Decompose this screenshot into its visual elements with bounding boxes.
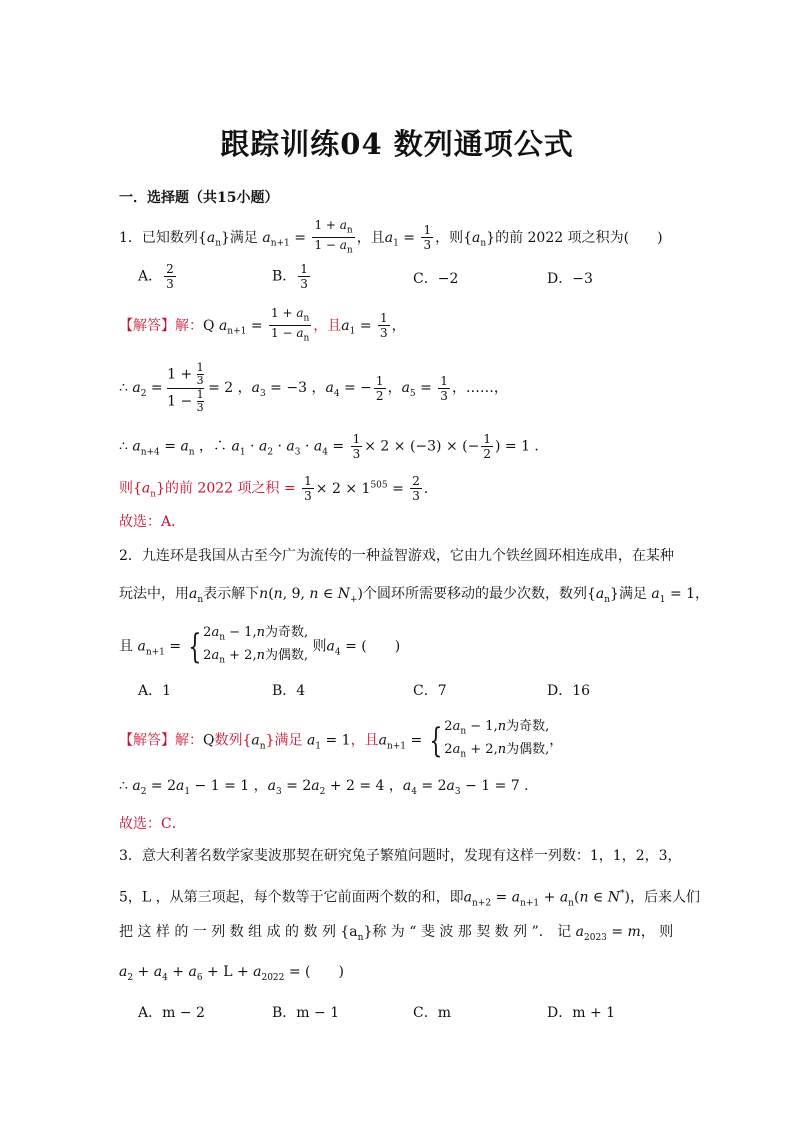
option-d: D．−3: [547, 271, 593, 287]
section-heading: 一．选择题（共15小题）: [119, 190, 279, 206]
q2-option-d: D．16: [547, 683, 591, 699]
answer-2-line-1: 【解答】解：Q数列$\{a_n\}$满足 $a_1 = 1$，且$a_{n+1}$ = { $2a_n - 1,n$为奇数, $2a_n + 2,n$为偶数, ，: [119, 719, 564, 761]
q3-option-a: A．m − 2: [138, 1005, 205, 1021]
nested-fraction: 1 + $\frac{1}{3}$ 1 − $\frac{1}{3}$: [167, 361, 204, 414]
q2-option-c: C．7: [413, 683, 447, 699]
option-a: A． $\frac{2}{3}$: [138, 262, 174, 291]
answer-2-choice: 故选：C．: [119, 816, 186, 832]
option-b: B． $\frac{1}{3}$: [272, 262, 308, 291]
question-3-line-1: 3．意大利著名数学家斐波那契在研究兔子繁殖问题时，发现有这样一列数：1，1，2，3，: [119, 848, 682, 864]
question-1: 1．已知数列$\{a_n\}$满足 $a_{n+1}$ = $\frac{1 + a_n}{1 - a_n}$ ，且$a_1$ = $\frac{1}{3}$ ，则$\{a_n\}$的前 2022 项之积为( ): [119, 218, 663, 256]
option-c: C．−2: [413, 271, 459, 287]
answer-1-line-2: ∴ $a_2$ = 1 + $\frac{1}{3}$ 1 − $\frac{1}{3}$ = 2 ，$a_3 = -3$ ，$a_4$ = − $\frac{1}{2}$ ，$a_5$ = $\frac{1}{3}$ ，……，: [119, 361, 508, 414]
answer-1-choice: 故选：A．: [119, 514, 186, 530]
q3-option-b: B．m − 1: [272, 1005, 340, 1021]
question-2-line-1: 2．九连环是我国从古至今广为流传的一种益智游戏，它由九个铁丝圆环相连成串，在某种: [119, 548, 674, 564]
fraction: $\frac{1}{3}$: [423, 223, 432, 253]
q3-option-d: D．m + 1: [547, 1005, 616, 1021]
question-2-line-2: 玩法中，用$a_n$表示解下n(n, 9, n ∈ $N_+$)个圆环所需要移动的最少次数，数列$\{a_n\}$满足 $a_1 = 1$，: [119, 586, 710, 605]
fraction: $\frac{1 + a_n}{1 - a_n}$: [314, 218, 353, 256]
answer-1-line-1: 【解答】解：Q $a_{n+1}$ = $\frac{1 + a_n}{1 - a_n}$ ，且$a_1$ = $\frac{1}{3}$ ，: [119, 306, 406, 344]
q3-option-c: C．m: [413, 1005, 451, 1021]
question-3-line-3: 把 这 样 的 一 列 数 组 成 的 数 列 $\{a_n\}$称 为 “ 斐 波 那 契 数 列 ”． 记 $a_{2023} = m$， 则: [119, 924, 674, 943]
answer-1-line-4: 则$\{a_n\}$的前 2022 项之积 = $\frac{1}{3}$ × $2 \times 1^{505}$ = $\frac{2}{3}$ ．: [119, 474, 438, 503]
question-3-line-2: 5，L ，从第三项起，每个数等于它前面两个数的和，即$a_{n+2} = a_{n+1} + a_n(n$ ∈ N*)，后来人们: [119, 889, 700, 909]
q2-option-b: B．4: [272, 683, 306, 699]
answer-2-line-2: ∴ $a_2 = 2a_1 - 1 = 1$ ，$a_3 = 2a_2 + 2 = 4$ ，$a_4 = 2a_3 - 1 = 7$ ．: [119, 778, 539, 797]
question-3-line-4: $a_2 + a_4 + a_6 + L + a_{2022}$ = ( ): [119, 964, 344, 983]
question-2-line-3: 且 $a_{n+1}$ = { $2a_n - 1,n$为奇数, $2a_n + 2,n$为偶数, 则$a_4$ = ( ): [119, 625, 401, 667]
q2-option-a: A．1: [138, 683, 172, 699]
answer-1-line-3: ∴ $a_{n+4} = a_n$ ，∴ $a_1 \cdot a_2 \cdot a_3 \cdot a_4$ = $\frac{1}{3}$ × 2 × (−3) × (− $\frac{1}{2}$ ) = 1 ．: [119, 432, 549, 461]
page-title: 跟踪训练04 数列通项公式: [220, 127, 574, 161]
